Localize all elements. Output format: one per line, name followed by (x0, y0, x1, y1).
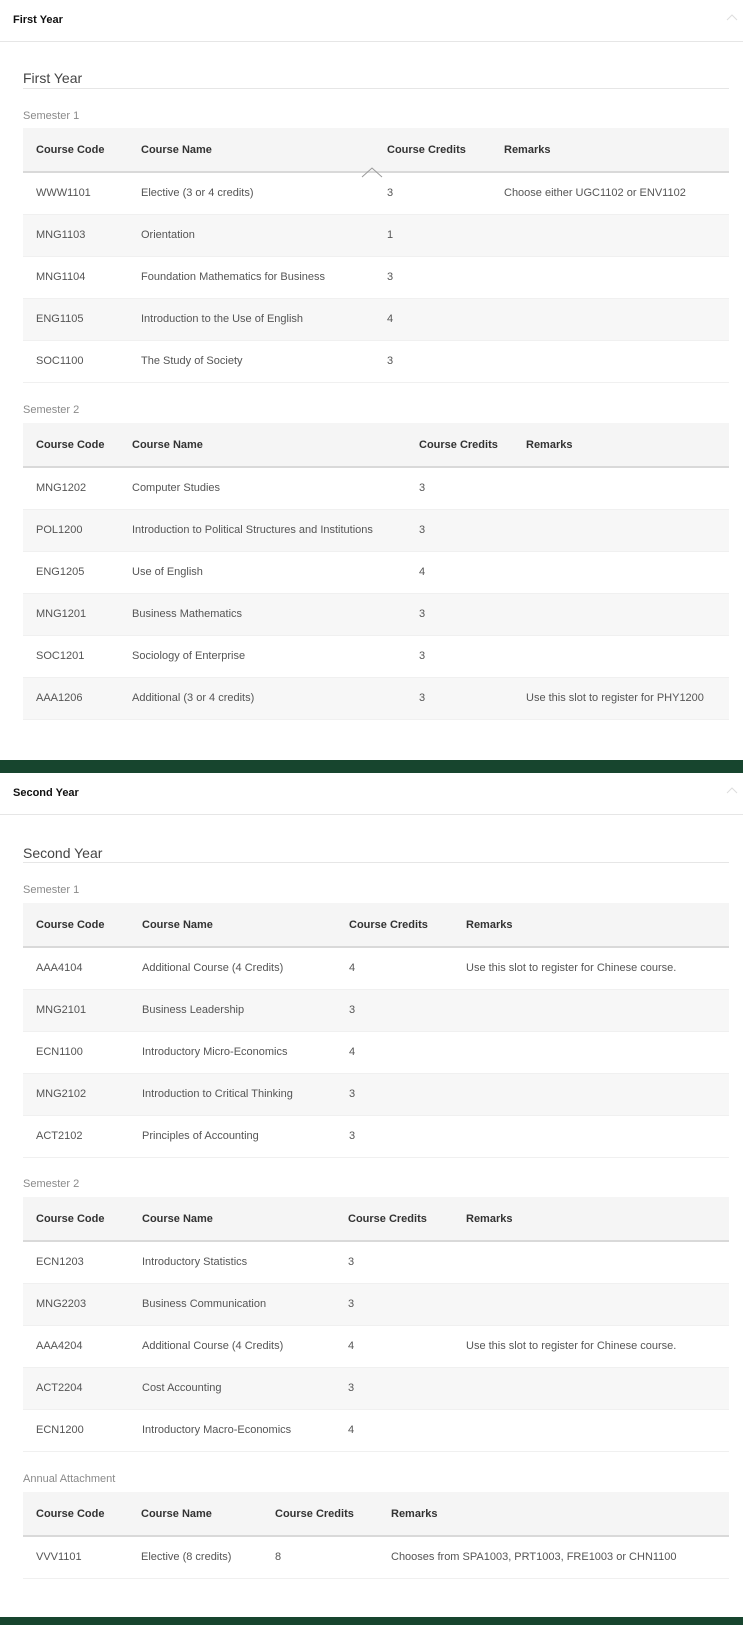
col-header: Course Name (128, 1492, 262, 1536)
table-row (23, 298, 729, 340)
accordion-title: Second Year (13, 787, 79, 799)
chevron-up-icon[interactable] (360, 165, 384, 179)
course-name-cell: Introductory Micro-Economics (129, 1031, 336, 1073)
course-code-cell: MNG2102 (23, 1073, 129, 1115)
table-row (23, 509, 729, 551)
course-credits-cell: 3 (374, 256, 491, 298)
course-code-cell: ACT2204 (23, 1367, 129, 1409)
semester-label: Semester 1 (23, 110, 80, 122)
semester-label: Semester 2 (23, 404, 80, 416)
remarks-cell (513, 551, 729, 593)
accordion-header-first-year[interactable] (0, 0, 743, 42)
course-credits-cell: 3 (406, 677, 513, 719)
chevron-up-icon[interactable] (725, 784, 739, 798)
course-credits-cell: 8 (262, 1536, 378, 1578)
remarks-cell (491, 340, 729, 382)
semester-label: Semester 2 (23, 1178, 80, 1190)
section-divider-band (0, 1617, 743, 1625)
col-header: Course Code (23, 1197, 129, 1241)
course-table-y2-annual (23, 1492, 729, 1579)
accordion-title: First Year (13, 14, 63, 26)
course-name-cell: Introductory Statistics (129, 1241, 335, 1283)
course-name-cell: Use of English (119, 551, 406, 593)
course-credits-cell: 3 (406, 467, 513, 509)
course-name-cell: Business Leadership (129, 989, 336, 1031)
remarks-cell: Chooses from SPA1003, PRT1003, FRE1003 or CHN1100 (378, 1536, 729, 1578)
table-row (23, 677, 729, 719)
remarks-cell (453, 1409, 729, 1451)
course-code-cell: ECN1200 (23, 1409, 129, 1451)
course-name-cell: The Study of Society (128, 340, 374, 382)
table-row (23, 1115, 729, 1157)
course-name-cell: Introductory Macro-Economics (129, 1409, 335, 1451)
course-code-cell: ACT2102 (23, 1115, 129, 1157)
course-code-cell: AAA4104 (23, 947, 129, 989)
remarks-cell (453, 1283, 729, 1325)
course-credits-cell: 3 (374, 340, 491, 382)
section-title: Second Year (23, 845, 103, 861)
divider (23, 862, 729, 863)
table-row (23, 947, 729, 989)
course-name-cell: Foundation Mathematics for Business (128, 256, 374, 298)
remarks-cell: Choose either UGC1102 or ENV1102 (491, 172, 729, 214)
course-credits-cell: 4 (374, 298, 491, 340)
remarks-cell (453, 1031, 729, 1073)
col-header: Course Credits (406, 423, 513, 467)
col-header: Course Code (23, 1492, 128, 1536)
remarks-cell (453, 1115, 729, 1157)
course-credits-cell: 3 (335, 1283, 453, 1325)
table-row (23, 467, 729, 509)
course-name-cell: Additional (3 or 4 credits) (119, 677, 406, 719)
course-credits-cell: 3 (335, 1367, 453, 1409)
col-header: Course Name (128, 128, 374, 172)
course-code-cell: ECN1100 (23, 1031, 129, 1073)
section-title: First Year (23, 70, 83, 86)
table-row (23, 214, 729, 256)
course-name-cell: Additional Course (4 Credits) (129, 947, 336, 989)
course-code-cell: POL1200 (23, 509, 119, 551)
semester-label: Semester 1 (23, 884, 80, 896)
course-name-cell: Additional Course (4 Credits) (129, 1325, 335, 1367)
course-credits-cell: 3 (406, 593, 513, 635)
course-credits-cell: 3 (336, 1115, 453, 1157)
col-header: Course Name (129, 903, 336, 947)
remarks-cell (453, 1367, 729, 1409)
col-header: Course Name (119, 423, 406, 467)
course-code-cell: ECN1203 (23, 1241, 129, 1283)
remarks-cell (453, 989, 729, 1031)
course-name-cell: Elective (8 credits) (128, 1536, 262, 1578)
col-header: Course Code (23, 128, 128, 172)
table-row (23, 1241, 729, 1283)
course-name-cell: Sociology of Enterprise (119, 635, 406, 677)
course-code-cell: SOC1201 (23, 635, 119, 677)
remarks-cell (513, 593, 729, 635)
course-code-cell: SOC1100 (23, 340, 128, 382)
course-name-cell: Business Mathematics (119, 593, 406, 635)
course-code-cell: ENG1105 (23, 298, 128, 340)
remarks-cell: Use this slot to register for Chinese course. (453, 947, 729, 989)
course-credits-cell: 3 (335, 1241, 453, 1283)
course-code-cell: MNG1103 (23, 214, 128, 256)
table-row (23, 593, 729, 635)
table-row (23, 340, 729, 382)
course-name-cell: Introduction to Political Structures and Institutions (119, 509, 406, 551)
table-row (23, 635, 729, 677)
divider (23, 88, 729, 89)
course-credits-cell: 4 (335, 1409, 453, 1451)
accordion-header-second-year[interactable] (0, 773, 743, 815)
remarks-cell (453, 1241, 729, 1283)
remarks-cell (513, 509, 729, 551)
course-credits-cell: 3 (336, 1073, 453, 1115)
col-header: Course Credits (374, 128, 491, 172)
col-header: Remarks (453, 1197, 729, 1241)
course-name-cell: Introduction to Critical Thinking (129, 1073, 336, 1115)
course-name-cell: Cost Accounting (129, 1367, 335, 1409)
course-code-cell: MNG1104 (23, 256, 128, 298)
table-row (23, 256, 729, 298)
course-credits-cell: 4 (335, 1325, 453, 1367)
remarks-cell: Use this slot to register for PHY1200 (513, 677, 729, 719)
chevron-up-icon[interactable] (725, 11, 739, 25)
course-credits-cell: 1 (374, 214, 491, 256)
table-row (23, 1073, 729, 1115)
section-label-annual-attachment: Annual Attachment (23, 1473, 116, 1485)
course-table-y2-s1 (23, 903, 729, 1158)
course-credits-cell: 3 (406, 509, 513, 551)
course-credits-cell: 4 (336, 1031, 453, 1073)
remarks-cell (453, 1073, 729, 1115)
course-name-cell: Elective (3 or 4 credits) (128, 172, 374, 214)
course-code-cell: ENG1205 (23, 551, 119, 593)
remarks-cell: Use this slot to register for Chinese course. (453, 1325, 729, 1367)
col-header: Course Code (23, 423, 119, 467)
course-name-cell: Principles of Accounting (129, 1115, 336, 1157)
course-name-cell: Introduction to the Use of English (128, 298, 374, 340)
table-row (23, 1325, 729, 1367)
course-name-cell: Business Communication (129, 1283, 335, 1325)
course-credits-cell: 3 (374, 172, 491, 214)
remarks-cell (513, 467, 729, 509)
remarks-cell (513, 635, 729, 677)
table-row (23, 1031, 729, 1073)
table-row (23, 1409, 729, 1451)
col-header: Course Credits (336, 903, 453, 947)
col-header: Remarks (453, 903, 729, 947)
col-header: Course Name (129, 1197, 335, 1241)
remarks-cell (491, 256, 729, 298)
col-header: Course Code (23, 903, 129, 947)
table-row (23, 1536, 729, 1578)
remarks-cell (491, 298, 729, 340)
col-header: Course Credits (335, 1197, 453, 1241)
col-header: Course Credits (262, 1492, 378, 1536)
table-row (23, 1367, 729, 1409)
col-header: Remarks (513, 423, 729, 467)
course-code-cell: WWW1101 (23, 172, 128, 214)
table-row (23, 1283, 729, 1325)
course-credits-cell: 4 (406, 551, 513, 593)
course-code-cell: MNG1201 (23, 593, 119, 635)
course-name-cell: Computer Studies (119, 467, 406, 509)
course-code-cell: VVV1101 (23, 1536, 128, 1578)
remarks-cell (491, 214, 729, 256)
course-code-cell: AAA1206 (23, 677, 119, 719)
table-row (23, 989, 729, 1031)
course-table-y1-s2 (23, 423, 729, 720)
col-header: Remarks (378, 1492, 729, 1536)
course-credits-cell: 4 (336, 947, 453, 989)
course-code-cell: MNG1202 (23, 467, 119, 509)
course-code-cell: MNG2101 (23, 989, 129, 1031)
course-name-cell: Orientation (128, 214, 374, 256)
course-table-y2-s2 (23, 1197, 729, 1452)
col-header: Remarks (491, 128, 729, 172)
table-row (23, 551, 729, 593)
course-credits-cell: 3 (336, 989, 453, 1031)
course-code-cell: MNG2203 (23, 1283, 129, 1325)
course-credits-cell: 3 (406, 635, 513, 677)
course-code-cell: AAA4204 (23, 1325, 129, 1367)
section-divider-band (0, 760, 743, 773)
